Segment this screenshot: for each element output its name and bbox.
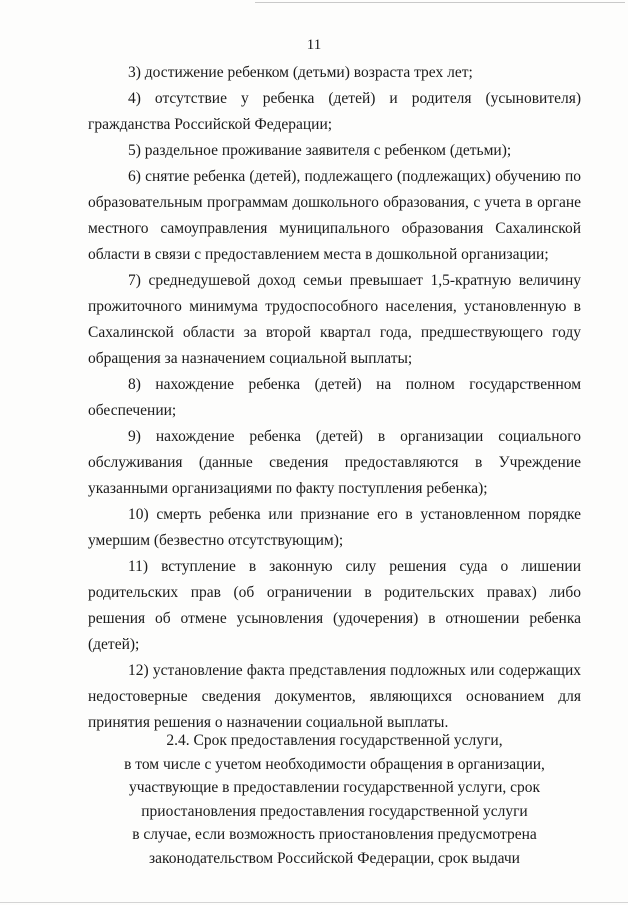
section-heading-line: в случае, если возможность приостановления предусмотрена (132, 826, 537, 843)
section-heading-line: в том числе с учетом необходимости обращения в организации, (124, 755, 545, 773)
list-item-7: 7) среднедушевой доход семьи превышает 1,5-кратную величину прожиточного минимума трудоспособного населения, установленную в Сахалинской области за второй квартал года, предшествующего году обращения за назначением социальной выплаты; (88, 272, 581, 367)
section-heading-line: приостановления предоставления государственной услуги (141, 802, 528, 820)
section-heading-line: участвующие в предоставлении государственной услуги, срок (128, 779, 541, 796)
scan-edge-bottom (0, 902, 628, 903)
page-number: 11 (306, 37, 322, 53)
list-item-6: 6) снятие ребенка (детей), подлежащего (подлежащих) обучению по образовательным программам дошкольного образования, с учета в органе местного самоуправления муниципального образования Сахалинской области в связи с предоставлением места в дошкольной организации; (88, 168, 581, 263)
list-item-5: 5) раздельное проживание заявителя с ребенком (детьми); (128, 142, 512, 159)
section-heading-line: 2.4. Срок предоставления государственной услуги, (166, 732, 503, 749)
section-heading (88, 729, 581, 870)
list-item-10: 10) смерть ребенка или признание его в установленном порядке умершим (безвестно отсутствующим); (88, 506, 581, 549)
list-item-4: 4) отсутствие у ребенка (детей) и родителя (усыновителя) гражданства Российской Федерации; (88, 90, 581, 133)
list-item-9: 9) нахождение ребенка (детей) в организации социального обслуживания (данные сведения предоставляются в Учреждение указанными организациями по факту поступления ребенка); (88, 428, 581, 497)
list-item-11: 11) вступление в законную силу решения суда о лишении родительских прав (об ограничении в родительских правах) либо решения об отмене усыновления (удочерения) в отношении ребенка (детей); (88, 558, 581, 653)
list-item-3: 3) достижение ребенком (детьми) возраста трех лет; (128, 64, 473, 81)
list-body (88, 60, 581, 736)
list-item-12: 12) установление факта представления подложных или содержащих недостоверные сведения документов, являющихся основанием для принятия решения о назначении социальной выплаты. (88, 662, 581, 731)
scan-edge-top (255, 2, 625, 3)
list-item-8: 8) нахождение ребенка (детей) на полном государственном обеспечении; (88, 376, 581, 419)
section-heading-line: законодательством Российской Федерации, срок выдачи (149, 849, 520, 867)
